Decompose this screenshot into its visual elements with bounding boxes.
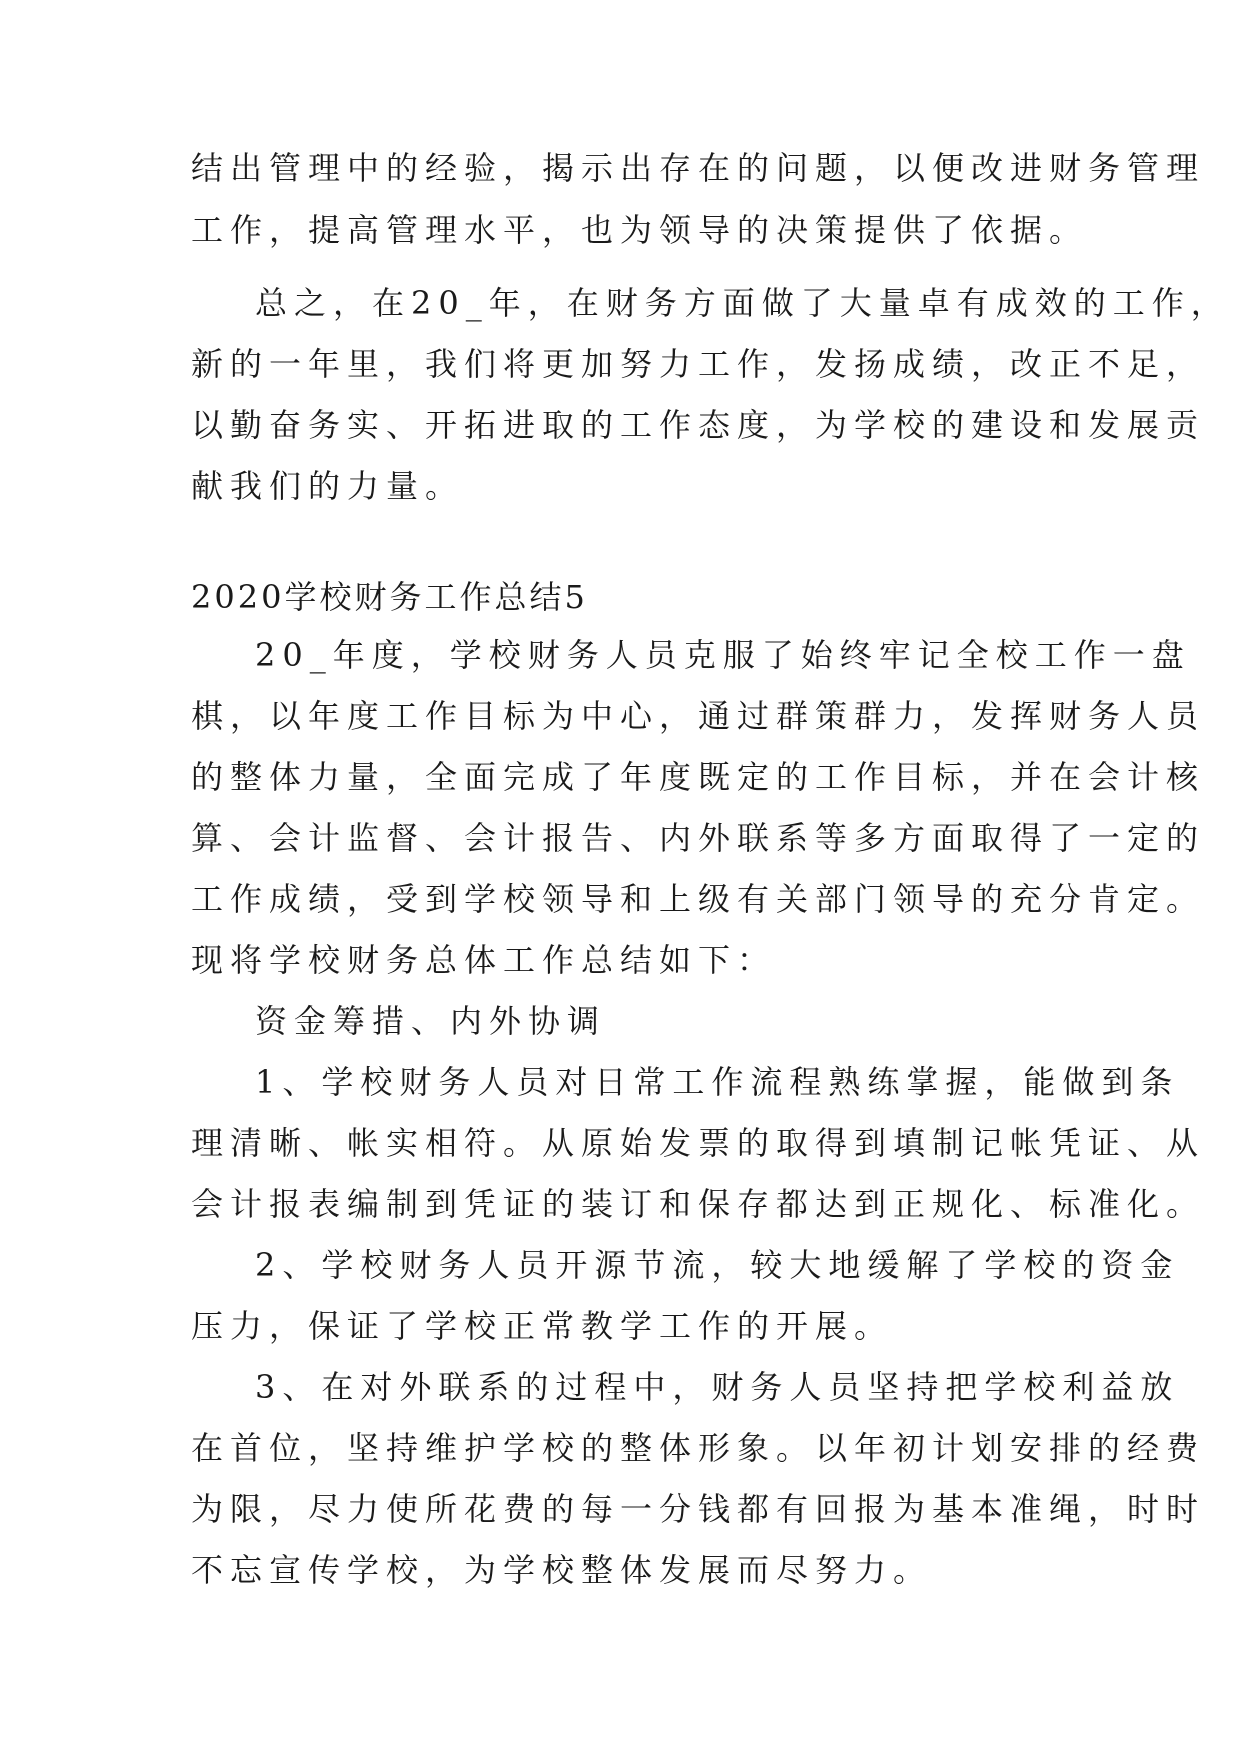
paragraph-line: 的整体力量，全面完成了年度既定的工作目标，并在会计核 bbox=[191, 758, 1206, 796]
paragraph-line: 3、在对外联系的过程中，财务人员坚持把学校利益放 bbox=[255, 1368, 1180, 1406]
paragraph-line: 2、学校财务人员开源节流，较大地缓解了学校的资金 bbox=[255, 1246, 1180, 1284]
paragraph-line: 新的一年里，我们将更加努力工作，发扬成绩，改正不足， bbox=[191, 345, 1206, 383]
section-heading: 2020学校财务工作总结5 bbox=[191, 578, 588, 616]
paragraph-line: 献我们的力量。 bbox=[191, 467, 465, 505]
paragraph-line: 理清晰、帐实相符。从原始发票的取得到填制记帐凭证、从 bbox=[191, 1124, 1206, 1162]
paragraph-line: 工作成绩，受到学校领导和上级有关部门领导的充分肯定。 bbox=[191, 880, 1206, 918]
paragraph-line: 为限，尽力使所花费的每一分钱都有回报为基本准绳，时时 bbox=[191, 1490, 1206, 1528]
paragraph-line: 工作，提高管理水平，也为领导的决策提供了依据。 bbox=[191, 211, 1089, 249]
paragraph-line: 结出管理中的经验，揭示出存在的问题，以便改进财务管理 bbox=[191, 149, 1206, 187]
paragraph-line: 1、学校财务人员对日常工作流程熟练掌握，能做到条 bbox=[255, 1063, 1180, 1101]
paragraph-line: 以勤奋务实、开拓进取的工作态度，为学校的建设和发展贡 bbox=[191, 406, 1206, 444]
paragraph-line: 20_年度，学校财务人员克服了始终牢记全校工作一盘 bbox=[255, 636, 1191, 674]
paragraph-line: 算、会计监督、会计报告、内外联系等多方面取得了一定的 bbox=[191, 819, 1206, 857]
paragraph-line: 不忘宣传学校，为学校整体发展而尽努力。 bbox=[191, 1551, 933, 1589]
paragraph-line: 现将学校财务总体工作总结如下： bbox=[191, 941, 777, 979]
paragraph-line: 会计报表编制到凭证的装订和保存都达到正规化、标准化。 bbox=[191, 1185, 1206, 1223]
paragraph-line: 在首位，坚持维护学校的整体形象。以年初计划安排的经费 bbox=[191, 1429, 1206, 1467]
paragraph-line: 总之，在20_年，在财务方面做了大量卓有成效的工作， bbox=[255, 284, 1230, 322]
paragraph-line: 压力，保证了学校正常教学工作的开展。 bbox=[191, 1307, 894, 1345]
subheading-line: 资金筹措、内外协调 bbox=[255, 1002, 607, 1040]
paragraph-line: 棋，以年度工作目标为中心，通过群策群力，发挥财务人员 bbox=[191, 697, 1206, 735]
